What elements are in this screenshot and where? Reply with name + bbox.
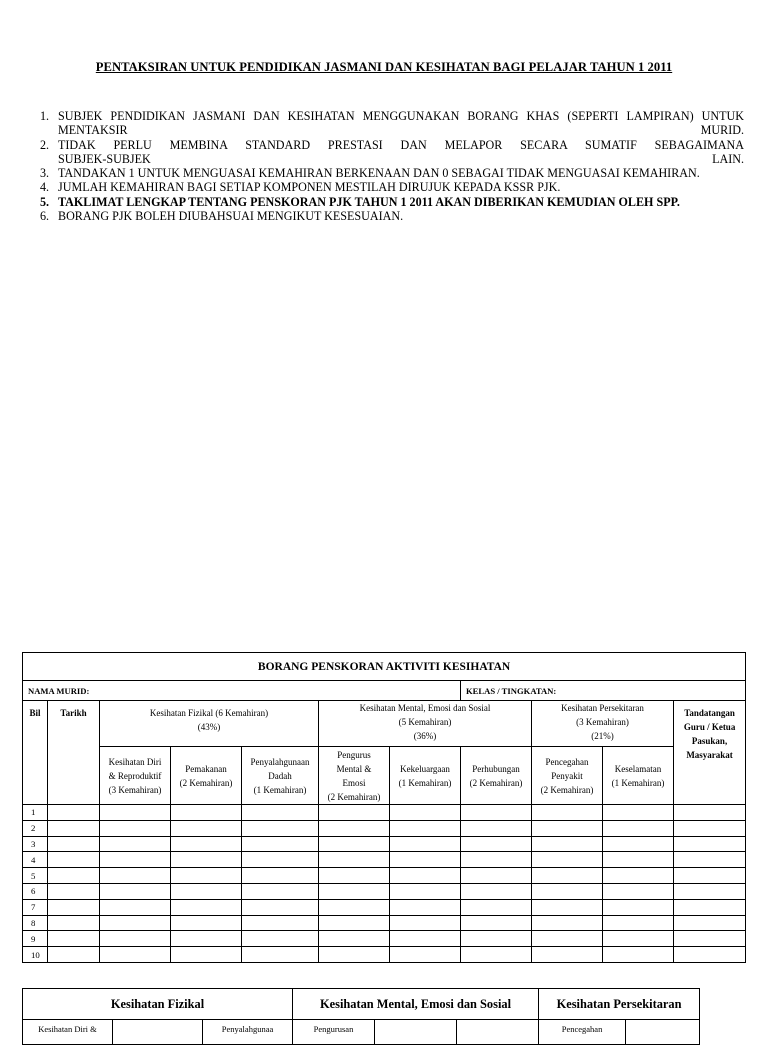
row-number: 4	[23, 852, 48, 868]
score-cell[interactable]	[603, 836, 674, 852]
score-cell[interactable]	[532, 836, 603, 852]
score-cell[interactable]	[674, 805, 746, 821]
score-cell[interactable]	[171, 899, 242, 915]
table-row	[23, 805, 746, 821]
score-cell[interactable]	[319, 931, 390, 947]
score-cell[interactable]	[461, 836, 532, 852]
instruction-text: BORANG PJK BOLEH DIUBAHSUAI MENGIKUT KESESUAIAN.	[58, 209, 404, 224]
skill-header-line: Perhubungan	[472, 763, 520, 774]
score-cell[interactable]	[603, 947, 674, 963]
score-cell[interactable]	[48, 852, 100, 868]
group-header-line: (36%)	[413, 731, 437, 741]
skill-header-line: Emosi	[342, 777, 366, 788]
score-cell[interactable]	[48, 820, 100, 836]
score-cell[interactable]	[100, 852, 171, 868]
instruction-item	[40, 138, 744, 167]
group-header-physical	[100, 701, 319, 747]
score-cell[interactable]	[390, 947, 461, 963]
instruction-text: SUBJEK PENDIDIKAN JASMANI DAN KESIHATAN MENGGUNAKAN BORANG KHAS (SEPERTI LAMPIRAN) UNTUK	[58, 109, 744, 123]
score-cell[interactable]	[48, 805, 100, 821]
row-number: 2	[23, 820, 48, 836]
score-cell[interactable]	[532, 805, 603, 821]
score-cell[interactable]	[390, 820, 461, 836]
score-cell[interactable]	[100, 868, 171, 884]
score-cell[interactable]	[603, 805, 674, 821]
skill-header-line: (2 Kemahiran)	[179, 777, 233, 788]
skill-header-line: Dadah	[268, 770, 292, 781]
summary-skill-header	[626, 1020, 700, 1045]
score-cell[interactable]	[603, 915, 674, 931]
score-cell[interactable]	[603, 868, 674, 884]
score-cell[interactable]	[461, 868, 532, 884]
signature-header	[674, 701, 746, 805]
score-cell[interactable]	[100, 915, 171, 931]
instruction-number: 2.	[40, 137, 50, 152]
score-cell[interactable]	[532, 915, 603, 931]
score-cell[interactable]	[461, 805, 532, 821]
score-cell[interactable]	[603, 899, 674, 915]
score-cell[interactable]	[171, 805, 242, 821]
skill-header-line: (1 Kemahiran)	[611, 777, 665, 788]
instruction-number: 6.	[40, 209, 50, 224]
instruction-text: JUMLAH KEMAHIRAN BAGI SETIAP KOMPONEN MESTILAH DIRUJUK KEPADA KSSR PJK.	[58, 180, 561, 195]
instruction-text-continued: MENTAKSIR MURID.	[58, 123, 744, 138]
document-title: PENTAKSIRAN UNTUK PENDIDIKAN JASMANI DAN KESIHATAN BAGI PELAJAR TAHUN 1 2011	[95, 60, 673, 74]
score-cell[interactable]	[674, 836, 746, 852]
group-header-environment	[532, 701, 674, 747]
signature-header-line: Guru / Ketua	[683, 722, 736, 732]
score-cell[interactable]	[461, 820, 532, 836]
summary-skill-header	[457, 1020, 539, 1045]
score-cell[interactable]	[390, 915, 461, 931]
group-header-line: (3 Kemahiran)	[576, 717, 629, 727]
score-cell[interactable]	[532, 883, 603, 899]
signature-header-line: Tandatangan	[684, 708, 735, 718]
bil-header: Bil	[23, 701, 48, 805]
score-cell[interactable]	[461, 852, 532, 868]
skill-header-line: & Reproduktif	[108, 770, 162, 781]
score-cell[interactable]	[532, 899, 603, 915]
table-row	[23, 852, 746, 868]
score-cell[interactable]	[319, 883, 390, 899]
group-header-line: Kesihatan Persekitaran	[561, 703, 644, 713]
row-number: 6	[23, 883, 48, 899]
score-cell[interactable]	[319, 820, 390, 836]
group-header-line: Kesihatan Mental, Emosi dan Sosial	[359, 703, 491, 713]
score-cell[interactable]	[603, 883, 674, 899]
instruction-text-continued: SUBJEK-SUBJEK LAIN.	[58, 151, 744, 166]
score-cell[interactable]	[390, 836, 461, 852]
score-cell[interactable]	[390, 899, 461, 915]
score-cell[interactable]	[242, 899, 319, 915]
group-header-mental	[319, 701, 532, 747]
skill-header	[461, 747, 532, 805]
score-cell[interactable]	[171, 820, 242, 836]
score-cell[interactable]	[242, 820, 319, 836]
score-cell[interactable]	[390, 852, 461, 868]
score-cell[interactable]	[242, 836, 319, 852]
skill-header	[532, 747, 603, 805]
score-cell[interactable]	[461, 883, 532, 899]
score-cell[interactable]	[461, 915, 532, 931]
skill-header-line: (3 Kemahiran)	[108, 784, 162, 795]
score-cell[interactable]	[319, 947, 390, 963]
score-cell[interactable]	[603, 931, 674, 947]
row-number: 8	[23, 915, 48, 931]
score-cell[interactable]	[100, 820, 171, 836]
score-cell[interactable]	[674, 868, 746, 884]
score-cell[interactable]	[532, 820, 603, 836]
summary-table	[22, 988, 700, 1045]
skill-header	[171, 747, 242, 805]
instruction-number: 5.	[40, 194, 50, 209]
instruction-text: TIDAK PERLU MEMBINA STANDARD PRESTASI DAN MELAPOR SECARA SUMATIF SEBAGAIMANA	[58, 137, 744, 152]
row-number: 1	[23, 805, 48, 821]
score-cell[interactable]	[171, 836, 242, 852]
score-cell[interactable]	[674, 820, 746, 836]
score-cell[interactable]	[674, 852, 746, 868]
instruction-number: 3.	[40, 166, 50, 181]
score-cell[interactable]	[48, 868, 100, 884]
score-cell[interactable]	[48, 899, 100, 915]
score-cell[interactable]	[674, 931, 746, 947]
instruction-number: 1.	[40, 109, 50, 123]
skill-header-line: Mental &	[336, 763, 372, 774]
skill-header	[390, 747, 461, 805]
skill-header-line: Penyakit	[551, 770, 583, 781]
score-cell[interactable]	[100, 931, 171, 947]
instruction-item	[40, 195, 744, 209]
summary-skill-header: Pengurusan	[293, 1020, 375, 1045]
summary-header-environment: Kesihatan Persekitaran	[539, 989, 700, 1020]
score-cell[interactable]	[390, 805, 461, 821]
skill-header-line: (2 Kemahiran)	[540, 784, 594, 795]
table-row	[23, 947, 746, 963]
score-cell[interactable]	[242, 805, 319, 821]
table-row	[23, 883, 746, 899]
summary-header-physical: Kesihatan Fizikal	[23, 989, 293, 1020]
score-cell[interactable]	[242, 883, 319, 899]
score-cell[interactable]	[319, 868, 390, 884]
instruction-item	[40, 209, 744, 223]
row-number: 3	[23, 836, 48, 852]
skill-header	[319, 747, 390, 805]
instruction-item	[40, 166, 744, 180]
skill-header-line: Keselamatan	[614, 763, 662, 774]
instruction-list	[40, 109, 744, 223]
score-cell[interactable]	[242, 868, 319, 884]
row-number: 7	[23, 899, 48, 915]
skill-header-line: (2 Kemahiran)	[469, 777, 523, 788]
signature-header-line: Masyarakat	[686, 750, 733, 760]
score-cell[interactable]	[319, 899, 390, 915]
score-cell[interactable]	[48, 915, 100, 931]
score-cell[interactable]	[171, 947, 242, 963]
class-field[interactable]: KELAS / TINGKATAN:	[461, 681, 746, 701]
summary-skill-header: Penyalahgunaa	[203, 1020, 293, 1045]
score-cell[interactable]	[100, 883, 171, 899]
instruction-item	[40, 180, 744, 194]
skill-header-line: Pengurus	[337, 749, 371, 760]
form-title: BORANG PENSKORAN AKTIVITI KESIHATAN	[23, 653, 746, 681]
instruction-number: 4.	[40, 180, 50, 195]
score-cell[interactable]	[461, 931, 532, 947]
skill-header	[100, 747, 171, 805]
skill-header-line: (2 Kemahiran)	[327, 791, 381, 802]
score-cell[interactable]	[603, 852, 674, 868]
score-cell[interactable]	[390, 883, 461, 899]
score-cell[interactable]	[674, 883, 746, 899]
score-cell[interactable]	[674, 915, 746, 931]
score-cell[interactable]	[319, 836, 390, 852]
summary-skill-header: Pencegahan	[539, 1020, 626, 1045]
group-header-line: Kesihatan Fizikal (6 Kemahiran)	[149, 708, 269, 718]
row-number: 10	[23, 947, 48, 963]
summary-header-mental: Kesihatan Mental, Emosi dan Sosial	[293, 989, 539, 1020]
score-cell[interactable]	[171, 915, 242, 931]
score-cell[interactable]	[100, 836, 171, 852]
skill-header-line: Pemakanan	[185, 763, 227, 774]
skill-header-line: Kesihatan Diri	[108, 756, 162, 767]
score-cell[interactable]	[242, 915, 319, 931]
score-cell[interactable]	[100, 899, 171, 915]
score-cell[interactable]	[674, 899, 746, 915]
score-cell[interactable]	[532, 947, 603, 963]
score-cell[interactable]	[319, 852, 390, 868]
summary-skill-header: Kesihatan Diri &	[23, 1020, 113, 1045]
skill-header-line: Pencegahan	[545, 756, 589, 767]
table-row	[23, 868, 746, 884]
table-row	[23, 820, 746, 836]
score-cell[interactable]	[603, 820, 674, 836]
skill-header	[603, 747, 674, 805]
score-cell[interactable]	[242, 931, 319, 947]
student-name-field[interactable]: NAMA MURID:	[23, 681, 461, 701]
scoring-form-table	[22, 652, 746, 963]
score-cell[interactable]	[532, 852, 603, 868]
instruction-text: TANDAKAN 1 UNTUK MENGUASAI KEMAHIRAN BERKENAAN DAN 0 SEBAGAI TIDAK MENGUASAI KEMAHIRAN.	[58, 166, 700, 181]
group-header-line: (21%)	[591, 731, 614, 741]
score-cell[interactable]	[532, 931, 603, 947]
summary-skill-header	[113, 1020, 203, 1045]
instruction-item	[40, 109, 744, 138]
skill-header-line: (1 Kemahiran)	[253, 784, 307, 795]
score-cell[interactable]	[390, 931, 461, 947]
signature-header-line: Pasukan,	[691, 736, 728, 746]
summary-skill-header	[375, 1020, 457, 1045]
skill-header-line: (1 Kemahiran)	[398, 777, 452, 788]
score-cell[interactable]	[242, 852, 319, 868]
score-cell[interactable]	[532, 868, 603, 884]
skill-header	[242, 747, 319, 805]
group-header-line: (43%)	[197, 722, 221, 732]
score-cell[interactable]	[171, 852, 242, 868]
score-cell[interactable]	[390, 868, 461, 884]
score-cell[interactable]	[171, 931, 242, 947]
score-cell[interactable]	[319, 915, 390, 931]
table-row	[23, 836, 746, 852]
score-cell[interactable]	[242, 947, 319, 963]
instruction-text: TAKLIMAT LENGKAP TENTANG PENSKORAN PJK TAHUN 1 2011 AKAN DIBERIKAN KEMUDIAN OLEH SPP.	[58, 194, 680, 209]
score-cell[interactable]	[461, 899, 532, 915]
score-cell[interactable]	[100, 805, 171, 821]
score-cell[interactable]	[48, 931, 100, 947]
score-cell[interactable]	[100, 947, 171, 963]
score-cell[interactable]	[48, 883, 100, 899]
table-row	[23, 931, 746, 947]
row-number: 5	[23, 868, 48, 884]
score-cell[interactable]	[48, 836, 100, 852]
date-header: Tarikh	[48, 701, 100, 805]
row-number: 9	[23, 931, 48, 947]
table-row	[23, 915, 746, 931]
score-cell[interactable]	[171, 868, 242, 884]
skill-header-line: Penyalahgunaan	[250, 756, 310, 767]
score-cell[interactable]	[48, 947, 100, 963]
table-row	[23, 899, 746, 915]
score-cell[interactable]	[461, 947, 532, 963]
score-cell[interactable]	[674, 947, 746, 963]
group-header-line: (5 Kemahiran)	[398, 717, 452, 727]
score-cell[interactable]	[171, 883, 242, 899]
skill-header-line: Kekeluargaan	[400, 763, 450, 774]
score-cell[interactable]	[319, 805, 390, 821]
